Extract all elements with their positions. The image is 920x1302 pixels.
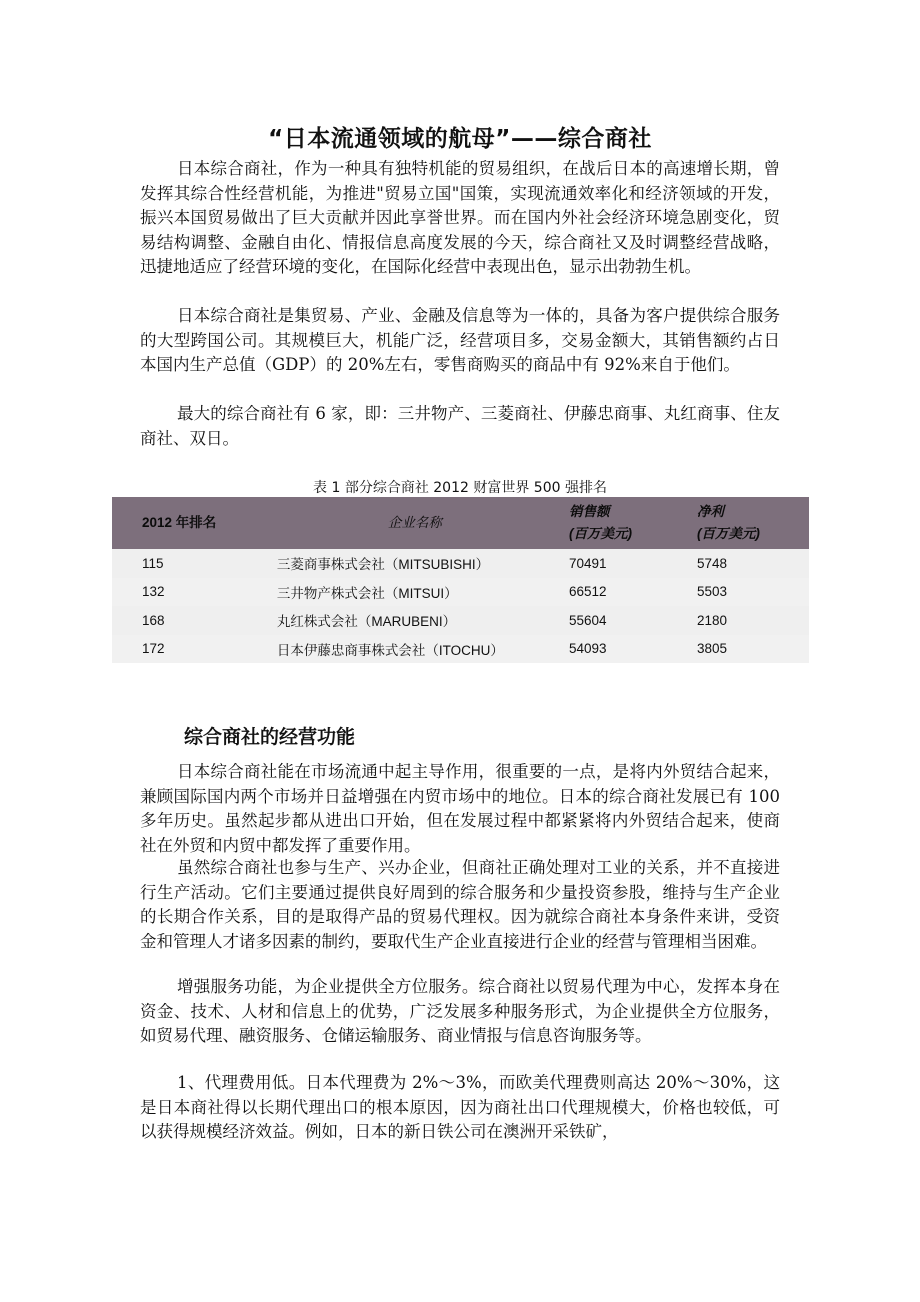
cell-profit: 3805 bbox=[689, 635, 809, 664]
cell-sales: 70491 bbox=[561, 549, 689, 578]
header-company: 企业名称 bbox=[269, 497, 561, 549]
section-paragraph-4: 1、代理费用低。日本代理费为 2%～3%，而欧美代理费则高达 20%～30%，这是日本商社得以长期代理出口的根本原因，因为商社出口代理规模大，价格也较低，可以获得规模经济效益。例如，日本的新日铁公司在澳洲开采铁矿， bbox=[140, 1073, 780, 1141]
table-row bbox=[112, 578, 809, 607]
cell-profit: 5503 bbox=[689, 578, 809, 607]
cell-rank: 115 bbox=[112, 549, 269, 578]
header-profit-line1: 净利 bbox=[696, 504, 724, 519]
section-heading: 综合商社的经营功能 bbox=[184, 726, 356, 748]
table-caption: 表 1 部分综合商社 2012 财富世界 500 强排名 bbox=[313, 480, 607, 496]
header-profit-line2: (百万美元) bbox=[696, 526, 760, 541]
cell-sales: 66512 bbox=[561, 578, 689, 607]
table-header-row bbox=[112, 497, 809, 549]
header-sales-line2: (百万美元) bbox=[568, 526, 632, 541]
cell-company: 丸红株式会社（MARUBENI） bbox=[269, 606, 561, 635]
table-row bbox=[112, 549, 809, 578]
header-rank: 2012 年排名 bbox=[112, 497, 269, 549]
cell-company: 日本伊藤忠商事株式会社（ITOCHU） bbox=[269, 635, 561, 664]
header-sales bbox=[561, 497, 689, 549]
header-sales-line1: 销售额 bbox=[568, 504, 610, 519]
cell-company: 三井物产株式会社（MITSUI） bbox=[269, 578, 561, 607]
intro-paragraph-3: 最大的综合商社有 6 家，即：三井物产、三菱商社、伊藤忠商事、丸红商事、住友商社、双日。 bbox=[140, 404, 780, 448]
intro-paragraph-2: 日本综合商社是集贸易、产业、金融及信息等为一体的，具备为客户提供综合服务的大型跨国公司。其规模巨大，机能广泛，经营项目多，交易金额大，其销售额约占日本国内生产总值（GDP）的 20%左右，零售商购买的商品中有 92%来自于他们。 bbox=[140, 306, 780, 374]
cell-company: 三菱商事株式会社（MITSUBISHI） bbox=[269, 549, 561, 578]
section-paragraph-1: 日本综合商社能在市场流通中起主导作用，很重要的一点，是将内外贸结合起来，兼顾国际国内两个市场并日益增强在内贸市场中的地位。日本的综合商社发展已有 100 多年历史。虽然起步都从进出口开始，但在发展过程中都紧紧将内外贸结合起来，使商社在外贸和内贸中都发挥了重要作用。 bbox=[140, 762, 780, 855]
intro-paragraph-1: 日本综合商社，作为一种具有独特机能的贸易组织，在战后日本的高速增长期，曾发挥其综合性经营机能，为推进"贸易立国"国策，实现流通效率化和经济领域的开发，振兴本国贸易做出了巨大贡献并因此享誉世界。而在国内外社会经济环境急剧变化，贸易结构调整、金融自由化、情报信息高度发展的今天，综合商社又及时调整经营战略，迅捷地适应了经营环境的变化，在国际化经营中表现出色，显示出勃勃生机。 bbox=[140, 159, 780, 276]
table-row bbox=[112, 606, 809, 635]
cell-sales: 55604 bbox=[561, 606, 689, 635]
page-title: “日本流通领域的航母”——综合商社 bbox=[268, 126, 652, 152]
cell-rank: 172 bbox=[112, 635, 269, 664]
cell-profit: 2180 bbox=[689, 606, 809, 635]
table-row bbox=[112, 635, 809, 664]
cell-profit: 5748 bbox=[689, 549, 809, 578]
section-paragraph-2: 虽然综合商社也参与生产、兴办企业，但商社正确处理对工业的关系，并不直接进行生产活动。它们主要通过提供良好周到的综合服务和少量投资参股，维持与生产企业的长期合作关系，目的是取得产品的贸易代理权。因为就综合商社本身条件来讲，受资金和管理人才诸多因素的制约，要取代生产企业直接进行企业的经营与管理相当困难。 bbox=[140, 858, 780, 951]
header-profit bbox=[689, 497, 809, 549]
ranking-table bbox=[112, 497, 809, 663]
cell-sales: 54093 bbox=[561, 635, 689, 664]
section-paragraph-3: 增强服务功能，为企业提供全方位服务。综合商社以贸易代理为中心，发挥本身在资金、技术、人材和信息上的优势，广泛发展多种服务形式，为企业提供全方位服务，如贸易代理、融资服务、仓储运输服务、商业情报与信息咨询服务等。 bbox=[140, 977, 780, 1045]
cell-rank: 168 bbox=[112, 606, 269, 635]
cell-rank: 132 bbox=[112, 578, 269, 607]
